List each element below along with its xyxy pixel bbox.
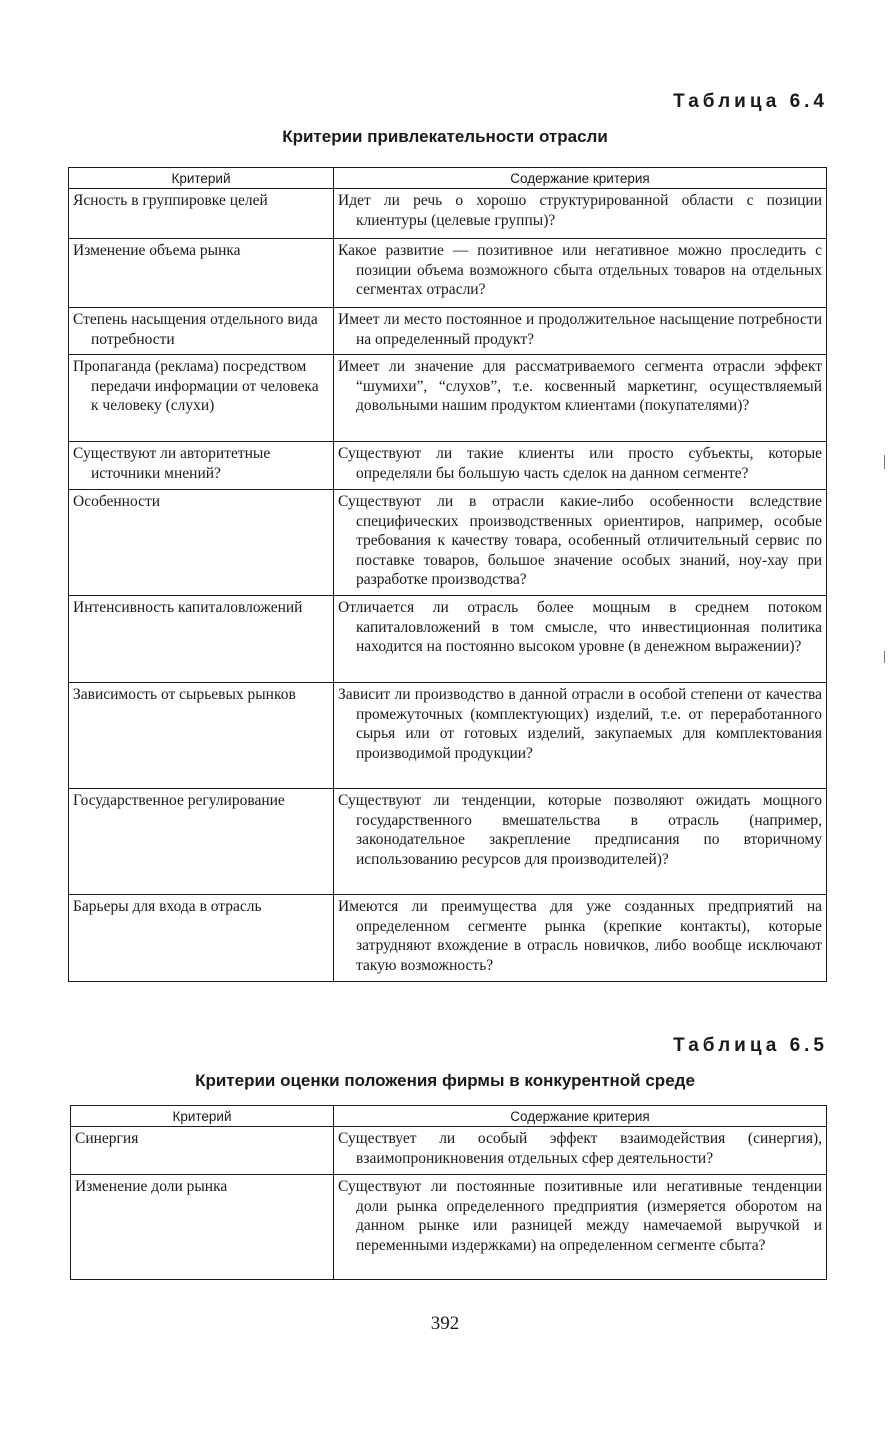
table-6-5-label: Таблица 6.5: [673, 1035, 828, 1056]
header-criterion: Критерий: [71, 1106, 334, 1127]
criterion-cell: Государственное регулирование: [69, 789, 334, 895]
content-cell: Существуют ли тенденции, которые позволяют ожидать мощного государственного вмешательства в отрасль (например, законодательное закрепление предписания по вторичному использованию ресурсов для производителей)?: [334, 789, 827, 895]
table-row: [69, 490, 827, 596]
criterion-cell: Интенсивность капиталовложений: [69, 596, 334, 683]
table-6-5: [70, 1105, 827, 1280]
page-number: 392: [430, 1313, 460, 1334]
criterion-cell: Особенности: [69, 490, 334, 596]
table-row: [69, 239, 827, 308]
header-content: Содержание критерия: [334, 168, 827, 189]
criterion-cell: Пропаганда (реклама) посредством передачи информации от человека к человеку (слухи): [69, 355, 334, 442]
content-cell: Существуют ли постоянные позитивные или негативные тенденции доли рынка определенного предприятия (измеряется оборотом на данном рынке или разницей между намечаемой выручкой и переменными издержками) на определенном сегменте сбыта?: [334, 1175, 827, 1280]
content-cell: Идет ли речь о хорошо структурированной области с позиции клиентуры (целевые группы)?: [334, 189, 827, 239]
criterion-cell: Синергия: [71, 1127, 334, 1175]
criterion-cell: Степень насыщения отдельного вида потребности: [69, 308, 334, 355]
table-6-4-label: Таблица 6.4: [673, 91, 828, 112]
table-row: [69, 683, 827, 789]
table-row: [69, 308, 827, 355]
content-cell: Отличается ли отрасль более мощным в среднем потоком капиталовложений в том смысле, что инвестиционная политика находится на постоянно высоком уровне (в денежном выражении)?: [334, 596, 827, 683]
criterion-cell: Ясность в группировке целей: [69, 189, 334, 239]
table-row: [69, 596, 827, 683]
content-cell: Существуют ли в отрасли какие-либо особенности вследствие специфических производственных ориентиров, например, особые требования к качеству товара, особенный отличительный сервис по поставке товаров, большое значение особых знаний, ноу-хау при разработке производства?: [334, 490, 827, 596]
criterion-cell: Изменение объема рынка: [69, 239, 334, 308]
table-6-4: [68, 167, 827, 982]
header-criterion: Критерий: [69, 168, 334, 189]
content-cell: Зависит ли производство в данной отрасли в особой степени от качества промежуточных (комплектующих) изделий, т.е. от переработанного сырья или от готовых изделий, закупаемых для комплектования производимой продукции?: [334, 683, 827, 789]
criterion-cell: Существуют ли авторитетные источники мнений?: [69, 442, 334, 490]
criterion-cell: Изменение доли рынка: [71, 1175, 334, 1280]
content-cell: Имеет ли значение для рассматриваемого сегмента отрасли эффект “шумихи”, “слухов”, т.е. косвенный маркетинг, осуществляемый довольными нашим продуктом клиентами (покупателями)?: [334, 355, 827, 442]
table-row: [71, 1175, 827, 1280]
table-row: [69, 189, 827, 239]
table-header-row: [69, 168, 827, 189]
content-cell: Имеет ли место постоянное и продолжительное насыщение потребности на определенный продукт?: [334, 308, 827, 355]
table-6-4-title: Критерии привлекательности отрасли: [282, 127, 608, 146]
header-content: Содержание критерия: [334, 1106, 827, 1127]
table-6-5-title: Критерии оценки положения фирмы в конкурентной среде: [195, 1071, 695, 1090]
content-cell: Существует ли особый эффект взаимодействия (синергия), взаимопроникновения отдельных сфер деятельности?: [334, 1127, 827, 1175]
table-row: [69, 355, 827, 442]
table-row: [69, 442, 827, 490]
criterion-cell: Зависимость от сырьевых рынков: [69, 683, 334, 789]
scan-edge-mark: [884, 455, 885, 469]
table-row: [69, 789, 827, 895]
content-cell: Существуют ли такие клиенты или просто субъекты, которые определяли бы большую часть сделок на данном сегменте?: [334, 442, 827, 490]
content-cell: Имеются ли преимущества для уже созданных предприятий на определенном сегменте рынка (крепкие контакты), которые затрудняют вхождение в отрасль новичков, либо вообще исключают такую возможность?: [334, 895, 827, 982]
table-header-row: [71, 1106, 827, 1127]
table-row: [71, 1127, 827, 1175]
content-cell: Какое развитие — позитивное или негативное можно проследить с позиции объема возможного сбыта отдельных товаров на отдельных сегментах отрасли?: [334, 239, 827, 308]
criterion-cell: Барьеры для входа в отрасль: [69, 895, 334, 982]
scan-edge-mark: [884, 651, 885, 663]
table-row: [69, 895, 827, 982]
